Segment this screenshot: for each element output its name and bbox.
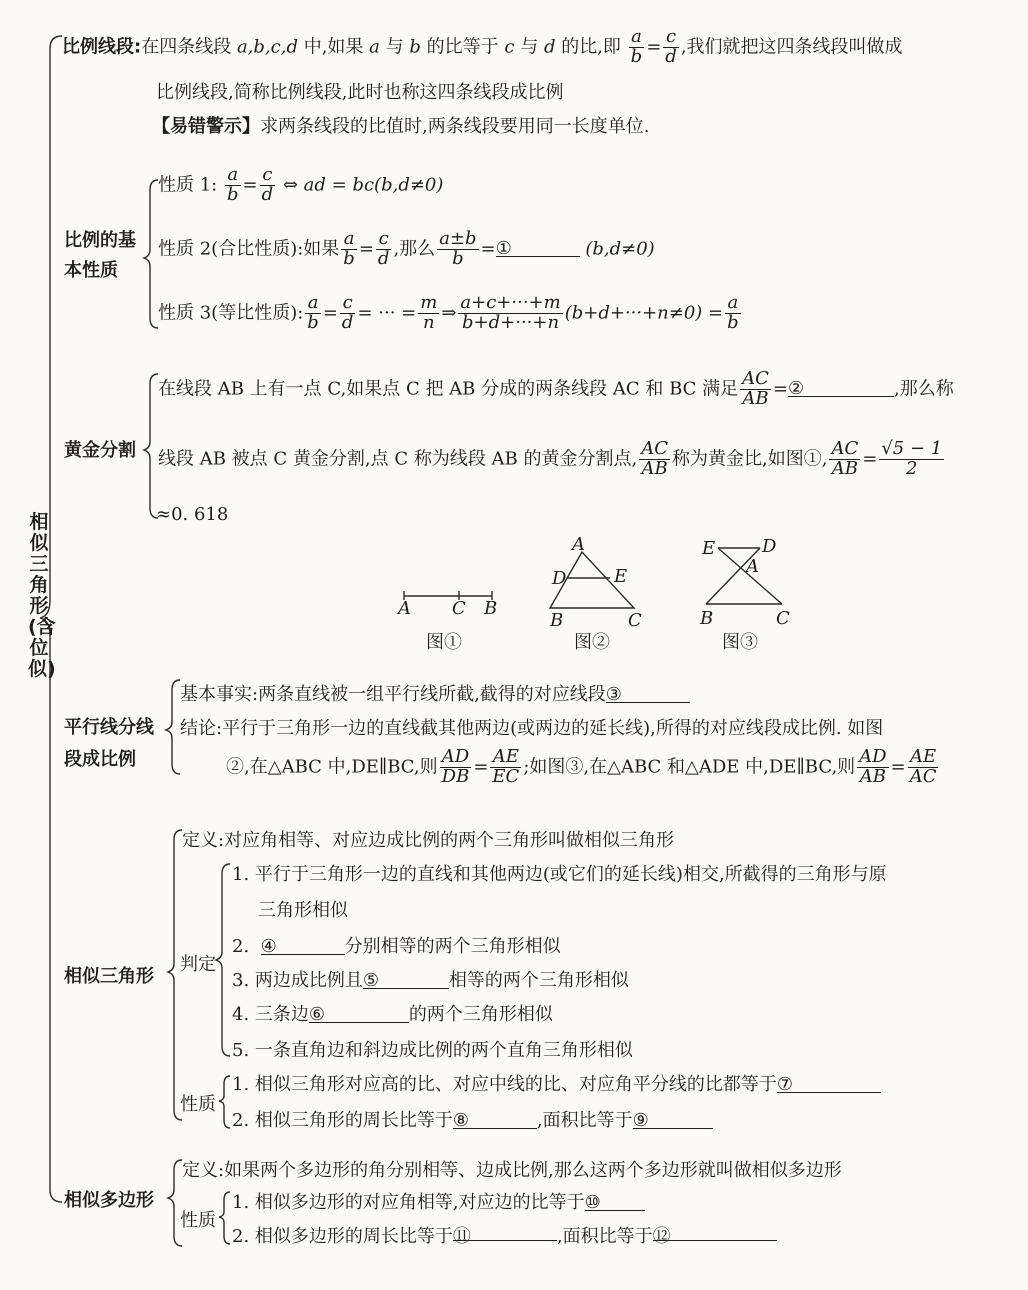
answer-blank-5[interactable]: ⑤ [363,970,449,989]
answer-blank-10[interactable]: ⑩ [585,1192,645,1211]
fig3-caption: 图③ [722,632,758,653]
fig3-label-E: E [702,538,716,559]
section-proportional-segments: 比例线段:在四条线段 a,b,c,d 中,如果 a 与 b 的比等于 c 与 d 的比,即 $\frac{a}{b}$ = $\frac{c}{d}$ ,我们就把这四条线段叫做成 [62,26,903,67]
golden-line-1: 在线段 AB 上有一点 C,如果点 C 把 AB 分成的两条线段 AC 和 BC 满足 $\frac{AC}{AB}$ =② ,那么称 [158,368,954,409]
fig2-label-A: A [572,534,585,555]
fig3-label-A: A [746,556,759,577]
judge-5: 5. 一条直角边和斜边成比例的两个直角三角形相似 [232,1040,633,1061]
fig3-label-C: C [776,608,790,629]
fig2-label-D: D [552,568,567,589]
tri-prop-1: 1. 相似三角形对应高的比、对应中线的比、对应角平分线的比都等于⑦ [232,1070,881,1096]
answer-blank-12[interactable]: ⑫ [653,1222,777,1241]
answer-blank-6[interactable]: ⑥ [309,1004,409,1023]
brace-properties [144,180,158,328]
golden-line-3: ≈0. 618 [156,504,229,525]
heading-golden-section: 黄金分割 [64,440,136,461]
polygon-definition: 定义:如果两个多边形的角分别相等、边成比例,那么这两个多边形就叫做相似多边形 [182,1160,842,1181]
heading-basic-properties: 比例的基 本性质 [64,230,136,281]
parallel-conclusion: 结论:平行于三角形一边的直线截其他两边(或两边的延长线),所得的对应线段成比例. 如图 [180,718,884,739]
brace-parallel [166,680,180,774]
fig1-caption: 图① [426,632,462,653]
heading-proportional-segments: 比例线段 [62,36,134,58]
poly-prop-label: 性质 [180,1210,216,1231]
poly-prop-2: 2. 相似多边形的周长比等于⑪ ,面积比等于⑫ [232,1222,777,1248]
golden-line-2: 线段 AB 被点 C 黄金分割,点 C 称为线段 AB 的黄金分割点, $\frac{AC}{AB}$ 称为黄金比,如图①, $\frac{AC}{AB}$ = $\frac{√5 - 1}{2}$ [158,438,943,479]
judge-1a: 1. 平行于三角形一边的直线和其他两边(或它们的延长线)相交,所截得的三角形与原 [232,864,887,885]
fig2-caption: 图② [574,632,610,653]
answer-blank-4[interactable]: ④ [261,936,345,955]
tri-prop-label: 性质 [180,1094,216,1115]
fraction-a-b: $\frac{a}{b}$ [630,26,643,67]
brace-judge [216,864,230,1056]
judge-3: 3. 两边成比例且⑤ 相等的两个三角形相似 [232,970,629,991]
judge-4: 4. 三条边⑥ 的两个三角形相似 [232,1004,553,1025]
answer-blank-7[interactable]: ⑦ [777,1074,881,1093]
answer-blank-2[interactable]: ② [788,378,894,397]
fig2-label-E: E [614,566,628,587]
parallel-fact: 基本事实:两条直线被一组平行线所截,截得的对应线段③ [180,680,690,706]
fig2-label-C: C [628,610,642,631]
property-1: 性质 1: $\frac{a}{b}$ = $\frac{c}{d}$ ⇔ ad = bc(b,d≠0) [158,164,444,205]
heading-parallel-lines: 平行线分线 段成比例 [64,717,154,770]
brace-poly-prop [219,1192,230,1244]
answer-blank-9[interactable]: ⑨ [633,1110,713,1129]
fig1-label-A: A [398,598,411,619]
judge-2: 2. ④ 分别相等的两个三角形相似 [232,936,561,957]
brace-golden [144,374,158,518]
brace-tri-prop [219,1076,230,1128]
judge-label: 判定 [180,954,216,975]
s1-warning: 【易错警示】求两条线段的比值时,两条线段要用同一长度单位. [152,116,650,137]
property-3: 性质 3(等比性质): $\frac{a}{b}$ = $\frac{c}{d}$ = ··· = $\frac{m}{n}$ ⇒ $\frac{a+c+\cdot\cdot\cdot+m}{b+d+\cdot\cdot\cdot+n}$ (b+d+···+n≠0) = $\frac{a}{b}$ [158,292,739,333]
parallel-example: ②,在△ABC 中,DE∥BC,则 $\frac{AD}{DB}$ = $\frac{AE}{EC}$ ;如图③,在△ABC 和△ADE 中,DE∥BC,则 $\frac{AD}{AB}$ = $\frac{AE}{AC}$ [226,746,937,787]
fig3-label-D: D [762,536,777,557]
poly-prop-1: 1. 相似多边形的对应角相等,对应边的比等于⑩ [232,1188,645,1214]
judge-1b: 三角形相似 [258,900,348,921]
warning-label: 【易错警示】 [152,116,260,137]
fig2-label-B: B [550,610,564,631]
tri-prop-2: 2. 相似三角形的周长比等于⑧ ,面积比等于⑨ [232,1106,713,1132]
answer-blank-11[interactable]: ⑪ [453,1222,557,1241]
answer-blank-8[interactable]: ⑧ [453,1110,537,1129]
figure-1-segment [404,591,492,600]
property-2: 性质 2(合比性质):如果 $\frac{a}{b}$ = $\frac{c}{d}$ ,那么 $\frac{a\pm b}{b}$ =① (b,d≠0) [158,228,655,269]
fig3-label-B: B [700,608,714,629]
fraction-c-d: $\frac{c}{d}$ [665,26,677,67]
triangle-definition: 定义:对应角相等、对应边成比例的两个三角形叫做相似三角形 [182,830,675,851]
fig1-label-C: C [452,598,466,619]
main-title: 相似三角形(含位似) [28,511,56,680]
answer-blank-1[interactable]: ① [496,238,580,257]
answer-blank-3[interactable]: ③ [606,684,690,703]
brace-similar-polygons [168,1160,182,1246]
heading-similar-triangles: 相似三角形 [64,966,154,987]
s1-line2: 比例线段,简称比例线段,此时也称这四条线段成比例 [156,82,564,103]
heading-similar-polygons: 相似多边形 [64,1190,154,1211]
fig1-label-B: B [484,598,498,619]
